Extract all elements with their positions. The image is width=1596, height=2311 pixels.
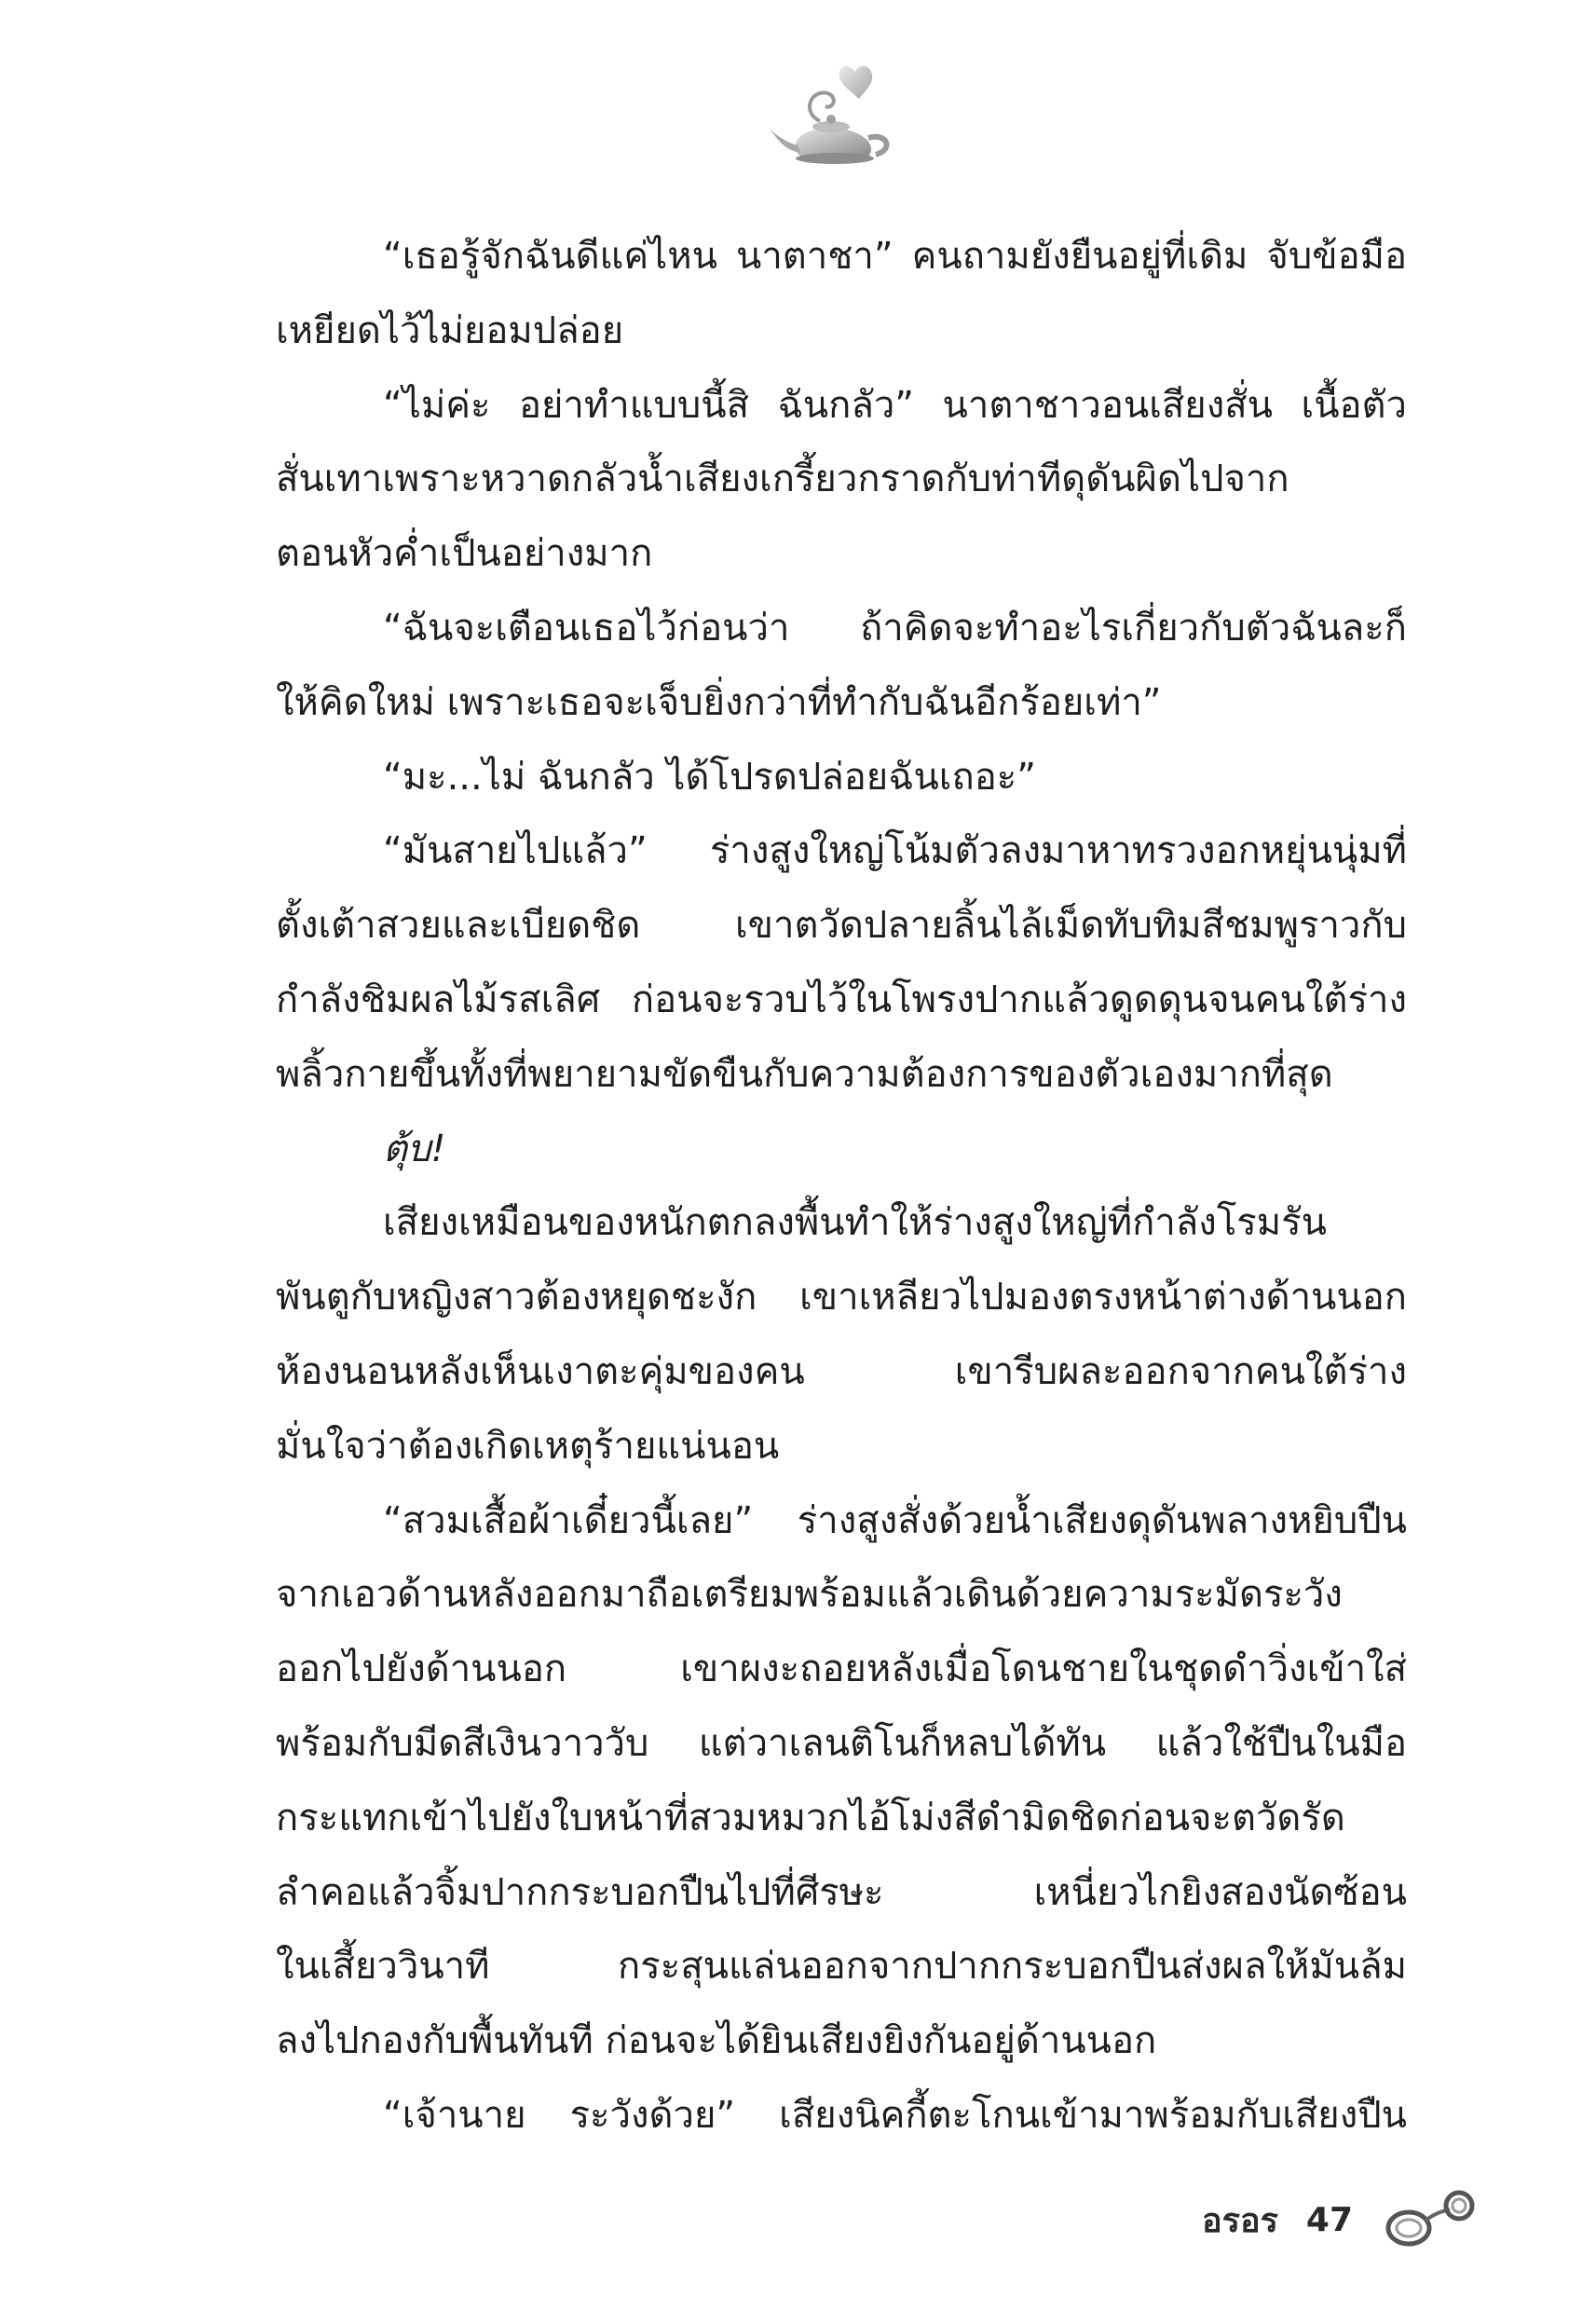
text-line: ลงไปกองกับพื้นทันที ก่อนจะได้ยินเสียงยิงกันอยู่ด้านนอก [276,2019,1157,2063]
text-line: “เธอรู้จักฉันดีแค่ไหน นาตาชา” คนถามยังยืนอยู่ที่เดิม จับข้อมือ [383,235,1407,278]
text-line: ออกไปยังด้านนอก เขาผงะถอยหลังเมื่อโดนชายในชุดดำวิ่งเข้าใส่ [276,1648,1407,1691]
text-line: ห้องนอนหลังเห็นเงาตะคุ่มของคน เขารีบผละออกจากคนใต้ร่าง [276,1349,1407,1393]
text-line: ตั้งเต้าสวยและเบียดชิด เขาตวัดปลายลิ้นไล้เม็ดทับทิมสีชมพูราวกับ [276,904,1407,948]
text-line: กระแทกเข้าไปยังใบหน้าที่สวมหมวกไอ้โม่งสีดำมิดชิดก่อนจะตวัดรัด [276,1796,1345,1839]
footer-title: อรอร [1202,2201,1278,2240]
page-footer [1202,2192,1483,2248]
text-line: จากเอวด้านหลังออกมาถือเตรียมพร้อมแล้วเดินด้วยความระมัดระวัง [276,1573,1343,1617]
text-line: “มะ...ไม่ ฉันกลัว ได้โปรดปล่อยฉันเถอะ” [383,755,1036,799]
text-line: พลิ้วกายขึ้นทั้งที่พยายามขัดขืนกับความต้องการของตัวเองมากที่สุด [276,1052,1333,1096]
text-line: มั่นใจว่าต้องเกิดเหตุร้ายแน่นอน [276,1424,780,1468]
text-line: สั่นเทาเพราะหวาดกลัวน้ำเสียงเกรี้ยวกราดกับท่าทีดุดันผิดไปจาก [276,458,1289,501]
text-line: ในเสี้ยววินาที กระสุนแล่นออกจากปากกระบอกปืนส่งผลให้มันล้ม [276,1945,1407,1989]
text-line: “สวมเสื้อผ้าเดี๋ยวนี้เลย” ร่างสูงสั่งด้วยน้ำเสียงดุดันพลางหยิบปืน [383,1498,1407,1542]
text-line: กำลังชิมผลไม้รสเลิศ ก่อนจะรวบไว้ในโพรงปากแล้วดูดดุนจนคนใต้ร่าง [276,978,1407,1021]
body-text [276,220,1407,2154]
text-line: “ฉันจะเตือนเธอไว้ก่อนว่า ถ้าคิดจะทำอะไรเกี่ยวกับตัวฉันละก็ [383,606,1407,650]
text-line: “เจ้านาย ระวังด้วย” เสียงนิคกี้ตะโกนเข้ามาพร้อมกับเสียงปืน [383,2093,1407,2137]
text-line: “ไม่ค่ะ อย่าทำแบบนี้สิ ฉันกลัว” นาตาชาวอนเสียงสั่น เนื้อตัว [383,383,1407,427]
handcuff-icon [1381,2187,1483,2252]
text-line: เสียงเหมือนของหนักตกลงพื้นทำให้ร่างสูงใหญ่ที่กำลังโรมรัน [383,1201,1327,1245]
text-line: เหยียดไว้ไม่ยอมปล่อย [276,308,624,352]
page-number: 47 [1305,2200,1354,2239]
text-line: ลำคอแล้วจิ้มปากกระบอกปืนไปที่ศีรษะ เหนี่ยวไกยิงสองนัดซ้อน [276,1870,1407,1914]
teapot-ornament-icon [764,56,913,177]
text-line: ตุ้บ! [383,1127,446,1170]
text-line: พันตูกับหญิงสาวต้องหยุดชะงัก เขาเหลียวไปมองตรงหน้าต่างด้านนอก [276,1276,1407,1320]
text-line: “มันสายไปแล้ว” ร่างสูงใหญ่โน้มตัวลงมาหาทรวงอกหยุ่นนุ่มที่ [383,829,1407,873]
text-line: ตอนหัวค่ำเป็นอย่างมาก [276,532,653,576]
text-line: พร้อมกับมีดสีเงินวาววับ แต่วาเลนติโนก็หลบได้ทัน แล้วใช้ปืนในมือ [276,1721,1407,1765]
text-line: ให้คิดใหม่ เพราะเธอจะเจ็บยิ่งกว่าที่ทำกับฉันอีกร้อยเท่า” [276,680,1162,724]
